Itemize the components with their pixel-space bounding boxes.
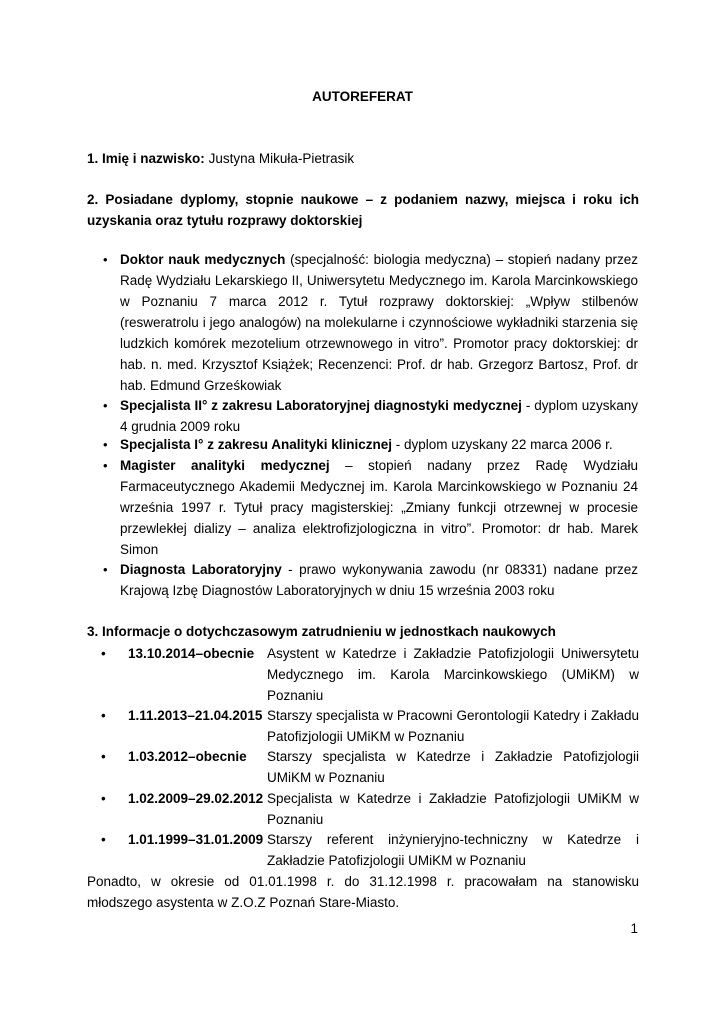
employment-item	[87, 643, 639, 703]
degree-text: – stopień nadany przez Radę Wydziału Farmaceutycznego Akademii Medycznej im. Karola Marcinkowskiego w Poznaniu 24 września 1997 r. Tytuł pracy magisterskiej: „Zmiany funkcji otrzewnej w procesie przewlekłej dializy – analiza elektrofizjologiczna in vitro”. Promotor: dr hab. Marek Simon	[120, 458, 638, 557]
degree-title: Diagnosta Laboratoryjny	[120, 562, 282, 577]
degree-text: - prawo wykonywania zawodu (nr 08331) nadane przez Krajową Izbę Diagnostów Laboratoryjnych w dniu 15 września 2003 roku	[120, 562, 639, 598]
bullet-icon: •	[101, 646, 106, 661]
bullet-icon: •	[103, 398, 108, 413]
document-title: AUTOREFERAT	[312, 89, 413, 104]
degree-item	[103, 434, 638, 455]
degree-text: (specjalność: biologia medyczna) – stopień nadany przez Radę Wydziału Lekarskiego II, Uniwersytetu Medycznego im. Karola Marcinkowskiego w Poznaniu 7 marca 2012 r. Tytuł rozprawy doktorskiej: „Wpływ stilbenów (resweratrolu i jego analogów) na molekularne i czynnościowe wykładniki starzenia się ludzkich komórek mezotelium otrzewnowego in vitro”. Promotor pracy doktorskiej: dr hab. n. med. Krzysztof Książek; Recenzenci: Prof. dr hab. Grzegorz Bartosz, Prof. dr hab. Edmund Grześkowiak	[120, 252, 638, 393]
degree-text: - dyplom uzyskany 4 grudnia 2009 roku	[120, 398, 638, 434]
degree-item	[103, 455, 638, 560]
bullet-icon: •	[101, 791, 106, 806]
section-degrees-heading: 2. Posiadane dyplomy, stopnie naukowe – z podaniem nazwy, miejsca i roku ich uzyskania oraz tytułu rozprawy doktorskiej	[87, 192, 639, 228]
bullet-icon: •	[103, 562, 108, 577]
employment-date: 1.11.2013–21.04.2015	[128, 708, 263, 723]
bullet-icon: •	[103, 437, 108, 452]
employment-date: 1.01.1999–31.01.2009	[128, 832, 264, 847]
degree-title: Specjalista II° z zakresu Laboratoryjnej diagnostyki medycznej	[120, 398, 522, 413]
employment-item	[87, 746, 639, 785]
bullet-icon: •	[103, 458, 108, 473]
bullet-icon: •	[101, 708, 106, 723]
employment-note: Ponadto, w okresie od 01.01.1998 r. do 31.12.1998 r. pracowałam na stanowisku młodszego asystenta w Z.O.Z Poznań Stare-Miasto.	[87, 874, 639, 910]
degree-text: - dyplom uzyskany 22 marca 2006 r.	[392, 437, 613, 452]
employment-item	[87, 788, 639, 827]
employment-date: 1.03.2012–obecnie	[128, 749, 247, 764]
degree-title: Doktor nauk medycznych	[120, 252, 286, 267]
employment-item	[87, 829, 639, 868]
employment-item	[87, 705, 639, 744]
bullet-icon: •	[103, 252, 108, 267]
name-label: 1. Imię i nazwisko:	[87, 151, 205, 166]
degree-item	[103, 559, 639, 601]
employment-desc: Specjalista w Katedrze i Zakładzie Patofizjologii UMiKM w Poznaniu	[267, 791, 639, 827]
page-number: 1	[630, 921, 638, 936]
employment-desc: Asystent w Katedrze i Zakładzie Patofizjologii Uniwersytetu Medycznego im. Karola Marcinkowskiego (UMiKM) w Poznaniu	[267, 646, 639, 703]
bullet-icon: •	[101, 749, 106, 764]
bullet-icon: •	[101, 832, 106, 847]
section-employment-heading: 3. Informacje o dotychczasowym zatrudnieniu w jednostkach naukowych	[87, 624, 556, 639]
degree-title: Magister analityki medycznej	[120, 458, 330, 473]
name-value: Justyna Mikuła-Pietrasik	[208, 151, 355, 166]
employment-date: 1.02.2009–29.02.2012	[128, 791, 264, 806]
degree-item	[103, 249, 638, 396]
section-name	[87, 148, 639, 169]
degree-title: Specjalista I° z zakresu Analityki klinicznej	[120, 437, 393, 452]
employment-date: 13.10.2014–obecnie	[128, 646, 255, 661]
employment-desc: Starszy referent inżynieryjno-techniczny w Katedrze i Zakładzie Patofizjologii UMiKM w Poznaniu	[267, 832, 639, 868]
employment-desc: Starszy specjalista w Pracowni Gerontologii Katedry i Zakładu Patofizjologii UMiKM w Poznaniu	[267, 708, 639, 744]
degree-item	[103, 395, 638, 437]
employment-desc: Starszy specjalista w Katedrze i Zakładzie Patofizjologii UMiKM w Poznaniu	[267, 749, 639, 785]
